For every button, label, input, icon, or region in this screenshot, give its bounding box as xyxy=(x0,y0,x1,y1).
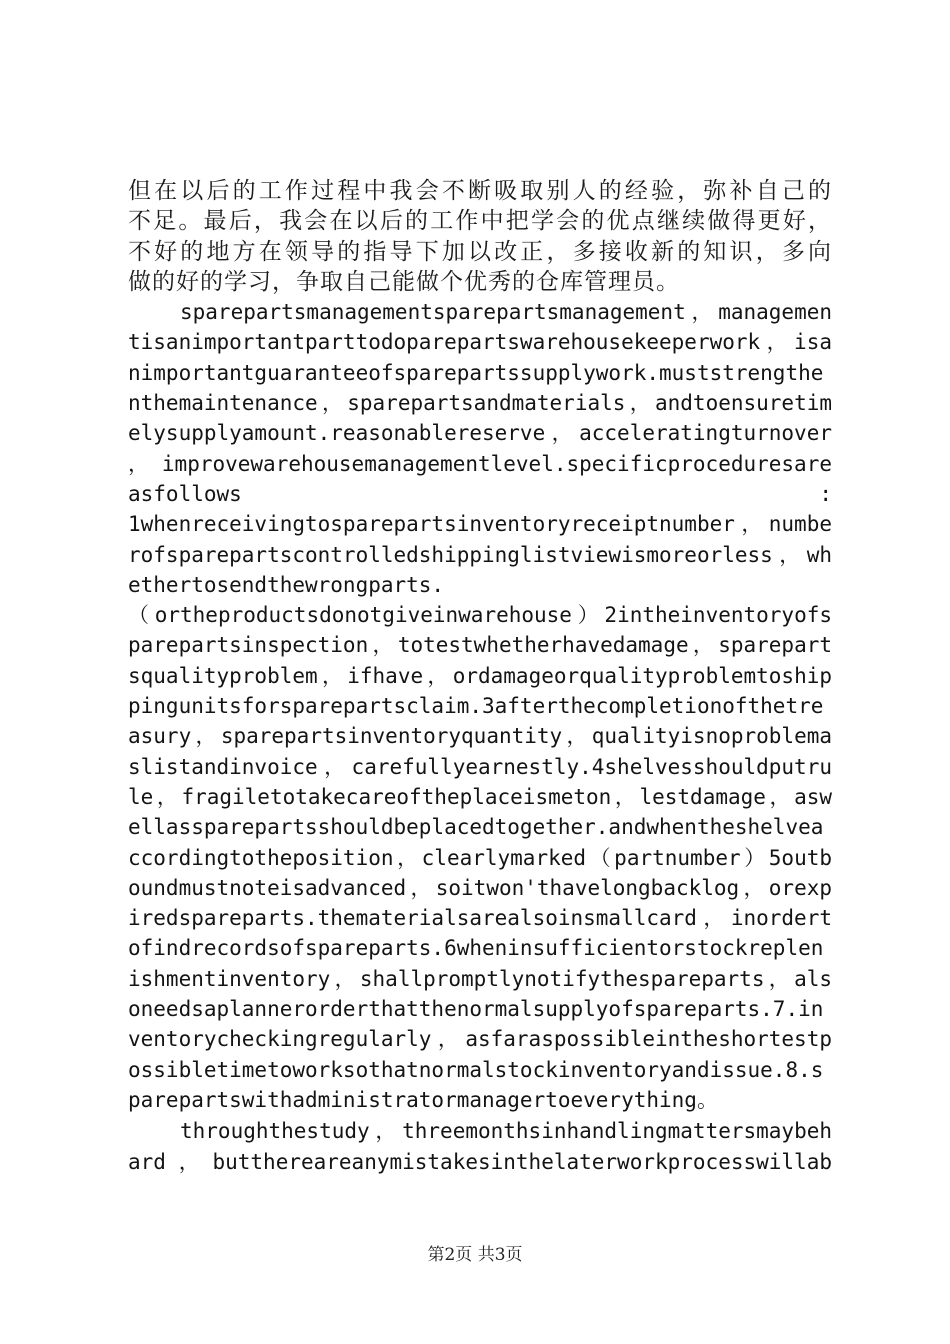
text-line: iredspareparts.thematerialsarealsoinsmallcard，inordert xyxy=(128,906,832,931)
text-line: sparepartsmanagementsparepartsmanagement，managemen xyxy=(180,300,832,325)
text-line: 但在以后的工作过程中我会不断吸取别人的经验，弥补自己的 xyxy=(128,178,832,204)
text-line: parepartswithadministratormanagertoeverything。 xyxy=(128,1087,718,1112)
text-line: 不足。最后，我会在以后的工作中把学会的优点继续做得更好， xyxy=(128,208,832,235)
text-line: pingunitsforsparepartsclaim.3afterthecompletionofthetre xyxy=(128,694,824,719)
text-line: ossibletimetoworksothatnormalstockinventoryandissue.8.s xyxy=(128,1057,824,1082)
text-line: oneedsaplannerorderthatthenormalsupplyofspareparts.7.in xyxy=(128,997,824,1022)
paragraph-spare-parts-management xyxy=(128,297,832,1115)
text-line: throughthestudy，threemonthsinhandlingmattersmaybeh xyxy=(180,1119,832,1144)
text-line: tisanimportantparttodoparepartswarehousekeeperwork，isa xyxy=(128,330,832,355)
text-line: ventorycheckingregularly，asfaraspossibleintheshortestp xyxy=(128,1027,832,1052)
text-line: ellassparepartsshouldbeplacedtogether.andwhentheshelvea xyxy=(128,815,824,840)
text-line: slistandinvoice，carefullyearnestly.4shelvesshouldputru xyxy=(128,754,832,779)
text-line: 做的好的学习，争取自己能做个优秀的仓库管理员。 xyxy=(128,268,680,295)
text-line: le，fragiletotakecareoftheplaceismeton，lestdamage，asw xyxy=(128,784,832,809)
text-line: asury，sparepartsinventoryquantity，qualityisnoproblema xyxy=(128,724,832,749)
text-line: nimportantguaranteeofsparepartssupplywork.muststrengthe xyxy=(128,360,824,385)
text-line: parepartsinspection，totestwhetherhavedamage，sparepart xyxy=(128,633,832,658)
text-line: rofsparepartscontrolledshippinglistviewismoreorless，wh xyxy=(128,542,832,567)
text-line: ethertosendthewrongparts. xyxy=(128,572,445,597)
text-line: 不好的地方在领导的指导下加以改正，多接收新的知识，多向 xyxy=(128,238,832,265)
text-line: ，improvewarehousemanagementlevel.specificproceduresare xyxy=(128,451,832,476)
text-line: nthemaintenance，sparepartsandmaterials，andtoensuretim xyxy=(128,391,832,416)
text-line: elysupplyamount.reasonablereserve，acceleratingturnover xyxy=(128,421,832,446)
paragraph-chinese-intro xyxy=(128,176,832,297)
text-line: ofindrecordsofspareparts.6wheninsufficientorstockreplen xyxy=(128,936,824,961)
text-line: ccordingtotheposition，clearlymarked（partnumber）5outb xyxy=(128,845,832,870)
document-body xyxy=(128,176,832,1177)
text-line: （ortheproductsdonotgiveinwarehouse）2intheinventoryofs xyxy=(128,603,832,628)
text-line: asfollows : xyxy=(128,481,832,506)
page-number-footer: 第2页 共3页 xyxy=(427,1245,523,1265)
text-line: oundmustnoteisadvanced，soitwon'thavelongbacklog，orexp xyxy=(128,875,832,900)
text-line: ishmentinventory，shallpromptlynotifythespareparts，als xyxy=(128,966,832,991)
paragraph-through-the-study xyxy=(128,1116,832,1177)
text-line: 1whenreceivingtosparepartsinventoryreceiptnumber，numbe xyxy=(128,512,832,537)
text-line: squalityproblem，ifhave，ordamageorqualityproblemtoship xyxy=(128,663,832,688)
text-line: ard，butthereareanymistakesinthelaterworkprocesswillab xyxy=(128,1149,832,1174)
